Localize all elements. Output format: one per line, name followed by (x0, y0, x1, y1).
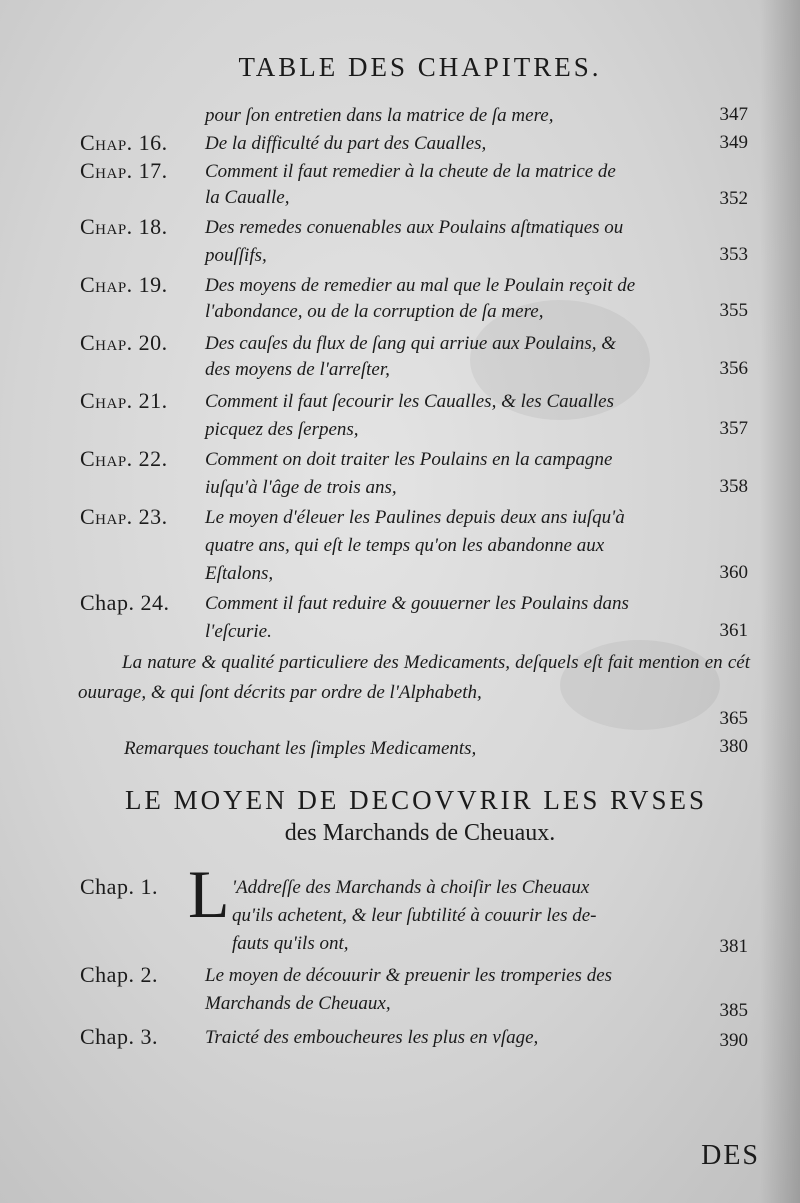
entry-title-line: Eſtalons, (205, 563, 274, 584)
page-number: 361 (719, 620, 748, 641)
entry-title-line: Des cauſes du flux de ſang qui arriue aux Poulains, & (205, 333, 617, 354)
page-number: 355 (719, 300, 748, 321)
chapter-label: Chap. 23. (80, 504, 168, 529)
page-number: 347 (719, 104, 748, 125)
page-number: 357 (719, 418, 748, 439)
entry-title-line: Des moyens de remedier au mal que le Poulain reçoit de (205, 275, 636, 296)
page-number: 390 (719, 1030, 748, 1051)
page-number: 352 (719, 188, 748, 209)
entry-title-line: l'eſcurie. (205, 621, 272, 642)
entry-title-line: Comment il faut ſecourir les Caualles, & les Caualles (205, 391, 615, 412)
catchword: DES (701, 1140, 760, 1171)
entry-title-line: pour ſon entretien dans la matrice de ſa mere, (205, 105, 554, 126)
chapter-label: Chap. 3. (80, 1024, 158, 1049)
toc-paragraph: Remarques touchant les ſimples Medicaments, (124, 738, 477, 759)
page-number: 353 (719, 244, 748, 265)
page-number: 358 (719, 476, 748, 497)
entry-title-line: Comment il faut reduire & gouuerner les Poulains dans (205, 593, 629, 614)
entry-title-line: des moyens de l'arreſter, (205, 359, 390, 380)
section-subheading: des Marchands de Cheuaux. (284, 820, 556, 846)
entry-title-line: la Caualle, (205, 187, 290, 208)
entry-title-line: Comment il faut remedier à la cheute de la matrice de (205, 161, 616, 182)
chapter-label: Chap. 16. (80, 130, 168, 155)
chapter-label: Chap. 2. (80, 962, 158, 987)
entry-title-line: Marchands de Cheuaux, (205, 993, 391, 1014)
chapter-label: Chap. 20. (80, 330, 168, 355)
entry-title-line: qu'ils achetent, & leur ſubtilité à couurir les de- (232, 905, 597, 926)
chapter-label: Chap. 17. (80, 158, 168, 183)
entry-title-line: pouſſifs, (205, 245, 267, 266)
entry-title-line: Le moyen de découurir & preuenir les tromperies des (205, 965, 613, 986)
entry-title-line: De la difficulté du part des Caualles, (205, 133, 487, 154)
page-number: 349 (719, 132, 748, 153)
chapter-label: Chap. 21. (80, 388, 168, 413)
toc-paragraph: La nature & qualité particuliere des Medicaments, deſquels eſt fait mention en cét ouurage, & qui ſont décrits par ordre de l'Alphabeth, (78, 652, 750, 703)
drop-capital: L (188, 856, 230, 932)
page-title: TABLE DES CHAPITRES. (238, 52, 602, 82)
chapter-label: Chap. 19. (80, 272, 168, 297)
page-edge-shadow (760, 0, 800, 1203)
entry-title-line: picquez des ſerpens, (205, 419, 359, 440)
entry-title-line: Des remedes conuenables aux Poulains aſtmatiques ou (205, 217, 624, 238)
section-heading: LE MOYEN DE DECOVVRIR LES RVSES (124, 785, 708, 815)
page-number: 380 (719, 736, 748, 757)
page-number: 381 (719, 936, 748, 957)
page-number: 365 (719, 708, 748, 729)
page-number: 360 (719, 562, 748, 583)
chapter-label: Chap. 22. (80, 446, 168, 471)
chapter-label: Chap. 18. (80, 214, 168, 239)
chapter-label: Chap. 1. (80, 874, 158, 899)
entry-title-line: l'abondance, ou de la corruption de ſa mere, (205, 301, 544, 322)
entry-title-line: Le moyen d'éleuer les Paulines depuis deux ans iuſqu'à (205, 507, 625, 528)
entry-title-line: Comment on doit traiter les Poulains en la campagne (205, 449, 613, 470)
entry-title-line: fauts qu'ils ont, (232, 933, 349, 954)
page-number: 356 (719, 358, 748, 379)
entry-title-line: quatre ans, qui eſt le temps qu'on les abandonne aux (205, 535, 605, 556)
page-number: 385 (719, 1000, 748, 1021)
entry-title-line: 'Addreſſe des Marchands à choiſir les Cheuaux (232, 877, 590, 898)
entry-title-line: Traicté des emboucheures les plus en vſage, (205, 1027, 539, 1048)
entry-title-line: iuſqu'à l'âge de trois ans, (205, 477, 397, 498)
chapter-label: Chap. 24. (80, 590, 170, 615)
